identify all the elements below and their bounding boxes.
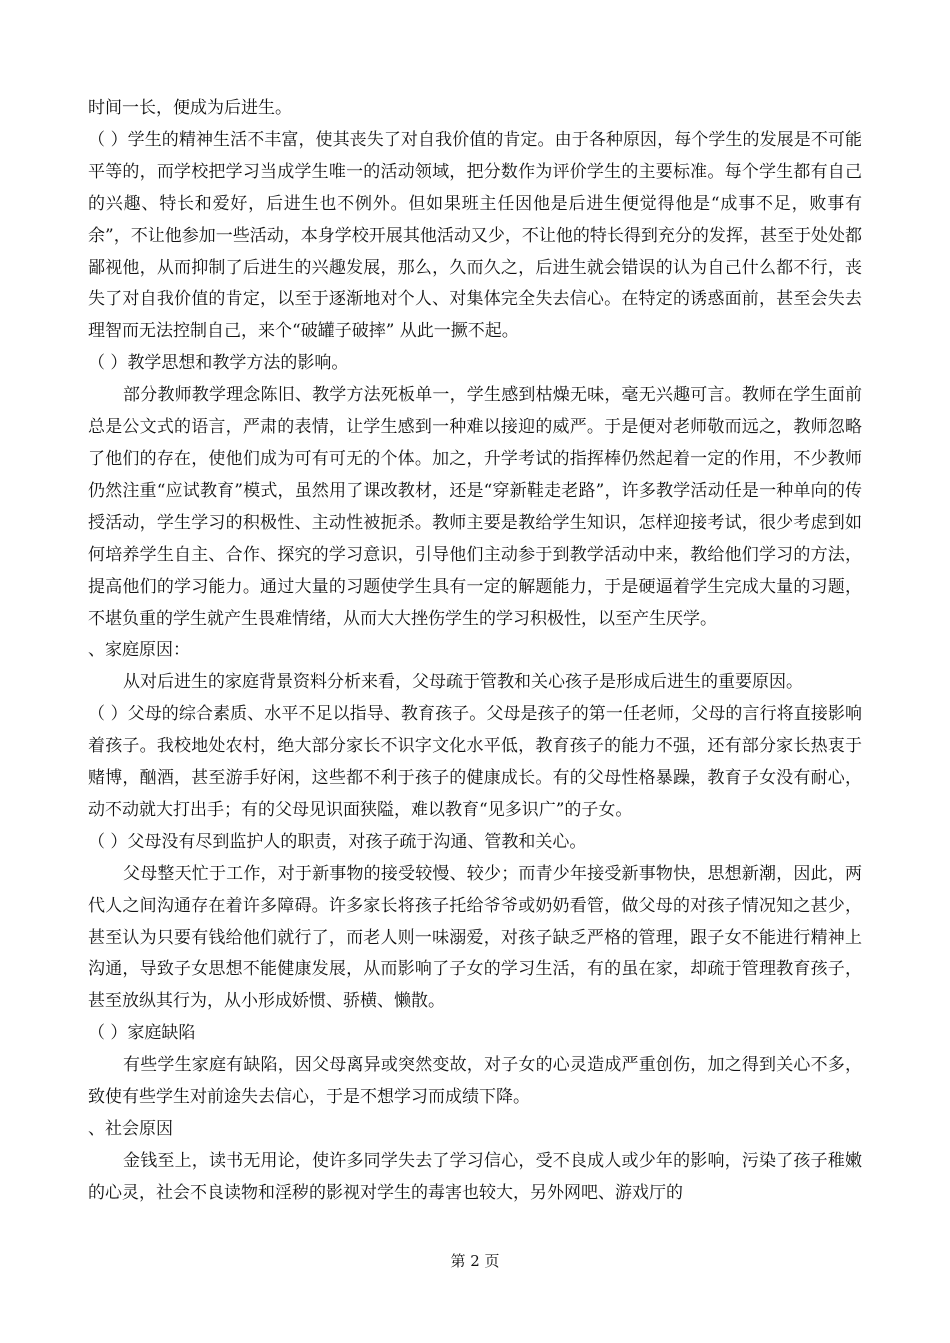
section-heading: （ ）父母没有尽到监护人的职责，对孩子疏于沟通、管教和关心。 (88, 831, 587, 852)
page-number: 第 2 页 (450, 1252, 500, 1270)
paragraph: 父母整天忙于工作，对于新事物的接受较慢、较少；而青少年接受新事物快，思想新潮，因此，两代人之间沟通存在着许多障碍。许多家长将孩子托给爷爷或奶奶看管，做父母的对孩子情况知之甚少，甚至认为只要有钱给他们就行了，而老人则一味溺爱，对孩子缺乏严格的管理，跟子女不能进行精神上沟通，导致子女思想不能健康发展，从而影响了子女的学习生活，有的虽在家，却疏于管理教育孩子，甚至放纵其行为，从小形成娇惯、骄横、懒散。 (88, 863, 862, 1012)
section-heading: （ ）教学思想和教学方法的影响。 (88, 353, 349, 374)
paragraph: 从对后进生的家庭背景资料分析来看，父母疏于管教和关心孩子是形成后进生的重要原因。 (123, 672, 803, 693)
paragraph: 金钱至上，读书无用论，使许多同学失去了学习信心，受不良成人或少年的影响，污染了孩子稚嫩的心灵，社会不良读物和淫秽的影视对学生的毒害也较大，另外网吧、游戏厅的 (88, 1150, 862, 1203)
paragraph: （ ）学生的精神生活不丰富，使其丧失了对自我价值的肯定。由于各种原因，每个学生的发展是不可能平等的，而学校把学习当成学生唯一的活动领域，把分数作为评价学生的主要标准。每个学生都有自己的兴趣、特长和爱好，后进生也不例外。但如果班主任因他是后进生便觉得他是“成事不足，败事有余”，不让他参加一些活动，本身学校开展其他活动又少，不让他的特长得到充分的发挥，甚至于处处都鄙视他，从而抑制了后进生的兴趣发展，那么，久而久之，后进生就会错误的认为自己什么都不行，丧失了对自我价值的肯定，以至于逐渐地对个人、对集体完全失去信心。在特定的诱惑面前，甚至会失去理智而无法控制自己，来个“破罐子破摔” 从此一撅不起。 (88, 129, 862, 342)
paragraph: （ ）父母的综合素质、水平不足以指导、教育孩子。父母是孩子的第一任老师，父母的言行将直接影响着孩子。我校地处农村，绝大部分家长不识字文化水平低，教育孩子的能力不强，还有部分家长热衷于赌博，酗酒，甚至游手好闲，这些都不利于孩子的健康成长。有的父母性格暴躁，教育子女没有耐心，动不动就大打出手；有的父母见识面狭隘，难以教育“见多识广”的子女。 (88, 704, 862, 820)
section-heading: 、家庭原因： (88, 640, 190, 661)
section-heading: （ ）家庭缺陷 (88, 1023, 196, 1044)
paragraph: 时间一长，便成为后进生。 (88, 98, 292, 118)
section-heading: 、社会原因 (88, 1119, 173, 1139)
paragraph: 部分教师教学理念陈旧、教学方法死板单一，学生感到枯燥无味，毫无兴趣可言。教师在学生面前总是公文式的语言，严肃的表情，让学生感到一种难以接迎的威严。于是便对老师敬而远之，教师忽略了他们的存在，使他们成为可有可无的个体。加之，升学考试的指挥棒仍然起着一定的作用，不少教师仍然注重“应试教育”模式，虽然用了课改教材，还是“穿新鞋走老路”，许多教学活动任是一种单向的传授活动，学生学习的积极性、主动性被扼杀。教师主要是教给学生知识，怎样迎接考试，很少考虑到如何培养学生自主、合作、探究的学习意识，引导他们主动参于到教学活动中来，教给他们学习的方法，提高他们的学习能力。通过大量的习题使学生具有一定的解题能力，于是硬逼着学生完成大量的习题，不堪负重的学生就产生畏难情绪，从而大大挫伤学生的学习积极性，以至产生厌学。 (88, 385, 862, 629)
paragraph: 有些学生家庭有缺陷，因父母离异或突然变故，对子女的心灵造成严重创伤，加之得到关心不多，致使有些学生对前途失去信心，于是不想学习而成绩下降。 (88, 1055, 862, 1108)
document-body (88, 93, 862, 1210)
